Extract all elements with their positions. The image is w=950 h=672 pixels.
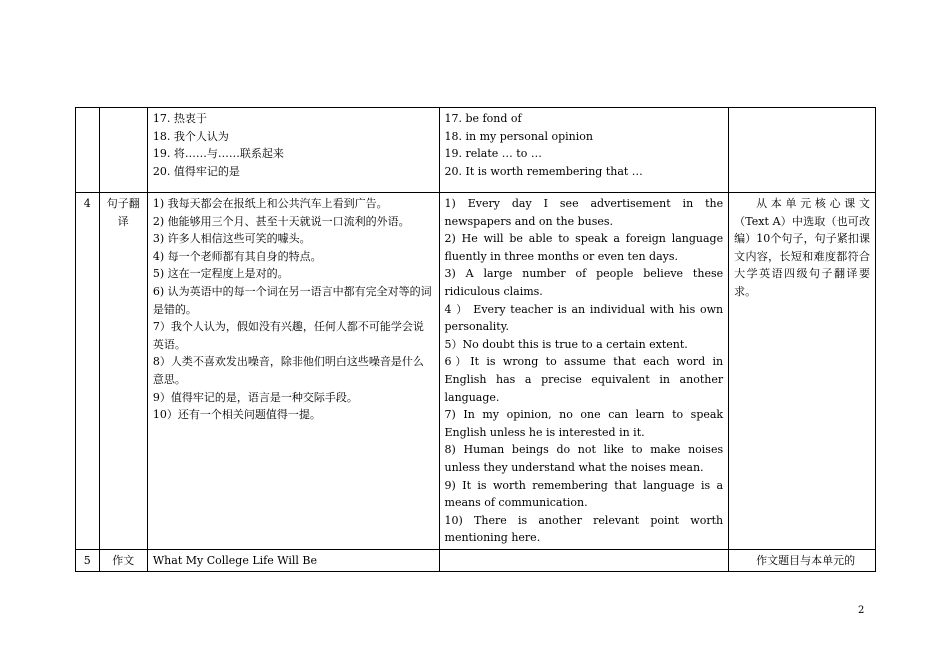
notes-column: 作文题目与本单元的 <box>729 549 876 572</box>
cell-line: 3) 许多人相信这些可笑的噱头。 <box>152 232 311 246</box>
course-table <box>75 107 876 572</box>
row-category: 句子翻译 <box>99 193 147 550</box>
cell-line: 9）值得牢记的是，语言是一种交际手段。 <box>152 390 358 404</box>
cell-line: 7）我个人认为，假如没有兴趣，任何人都不可能学会说英语。 <box>152 320 424 351</box>
cell-line: 6）It is wrong to assume that each word in English has a precise equivalent in another language. <box>444 355 724 404</box>
cell-line: 5）No doubt this is true to a certain extent. <box>444 337 688 351</box>
cell-line: 2) 他能够用三个月、甚至十天就说一口流利的外语。 <box>152 214 410 228</box>
cell-line: 19. relate … to … <box>444 147 542 161</box>
cell-line: What My College Life Will Be <box>152 553 318 567</box>
english-column <box>439 108 729 193</box>
notes-column: 从本单元核心课文（Text A）中选取（也可改编）10个句子，句子紧扣课文内容，长短和难度都符合大学英语四级句子翻译要求。 <box>729 193 876 550</box>
table-row <box>76 549 876 572</box>
notes-column <box>729 108 876 193</box>
cell-line: 17. 热衷于 <box>152 112 207 125</box>
cell-line: 8) Human beings do not like to make noises unless they understand what the noises mean. <box>444 443 724 474</box>
cell-line: 20. 值得牢记的是 <box>152 164 240 178</box>
table-row <box>76 193 876 550</box>
cell-line: 10) There is another relevant point worth mentioning here. <box>444 513 724 545</box>
table-row <box>76 108 876 193</box>
cell-line: 4) 每一个老师都有其自身的特点。 <box>152 249 322 263</box>
cell-line: 6) 认为英语中的每一个词在另一语言中都有完全对等的词是错的。 <box>152 284 432 316</box>
row-category: 作文 <box>99 549 147 572</box>
row-category <box>99 108 147 193</box>
english-column <box>439 193 729 550</box>
cell-line: 10）还有一个相关问题值得一提。 <box>152 408 321 422</box>
cell-line: 18. in my personal opinion <box>444 129 593 143</box>
chinese-column <box>147 108 439 193</box>
cell-line: 8）人类不喜欢发出噪音，除非他们明白这些噪音是什么意思。 <box>152 355 424 386</box>
cell-line: 18. 我个人认为 <box>152 129 229 143</box>
chinese-column <box>147 193 439 550</box>
cell-line: 2) He will be able to speak a foreign language fluently in three months or even ten days. <box>444 232 724 263</box>
row-number: 5 <box>76 549 100 572</box>
cell-line: 9) It is worth remembering that language is a means of communication. <box>444 478 724 510</box>
cell-line: 1) 我每天都会在报纸上和公共汽车上看到广告。 <box>152 197 388 210</box>
cell-line: 5) 这在一定程度上是对的。 <box>152 267 289 281</box>
chinese-column <box>147 549 439 572</box>
cell-line: 20. It is worth remembering that … <box>444 164 643 178</box>
cell-line: 17. be fond of <box>444 112 522 125</box>
page-number: 2 <box>858 605 865 616</box>
cell-line: 4 ） Every teacher is an individual with his own personality. <box>444 302 724 334</box>
row-number: 4 <box>76 193 100 550</box>
cell-line: 1) Every day I see advertisement in the newspapers and on the buses. <box>444 197 724 228</box>
cell-line: 19. 将……与……联系起来 <box>152 147 284 161</box>
cell-line: 7) In my opinion, no one can learn to speak English unless he is interested in it. <box>444 408 724 439</box>
cell-line: 3) A large number of people believe these ridiculous claims. <box>444 267 724 298</box>
english-column <box>439 549 729 572</box>
row-number <box>76 108 100 193</box>
